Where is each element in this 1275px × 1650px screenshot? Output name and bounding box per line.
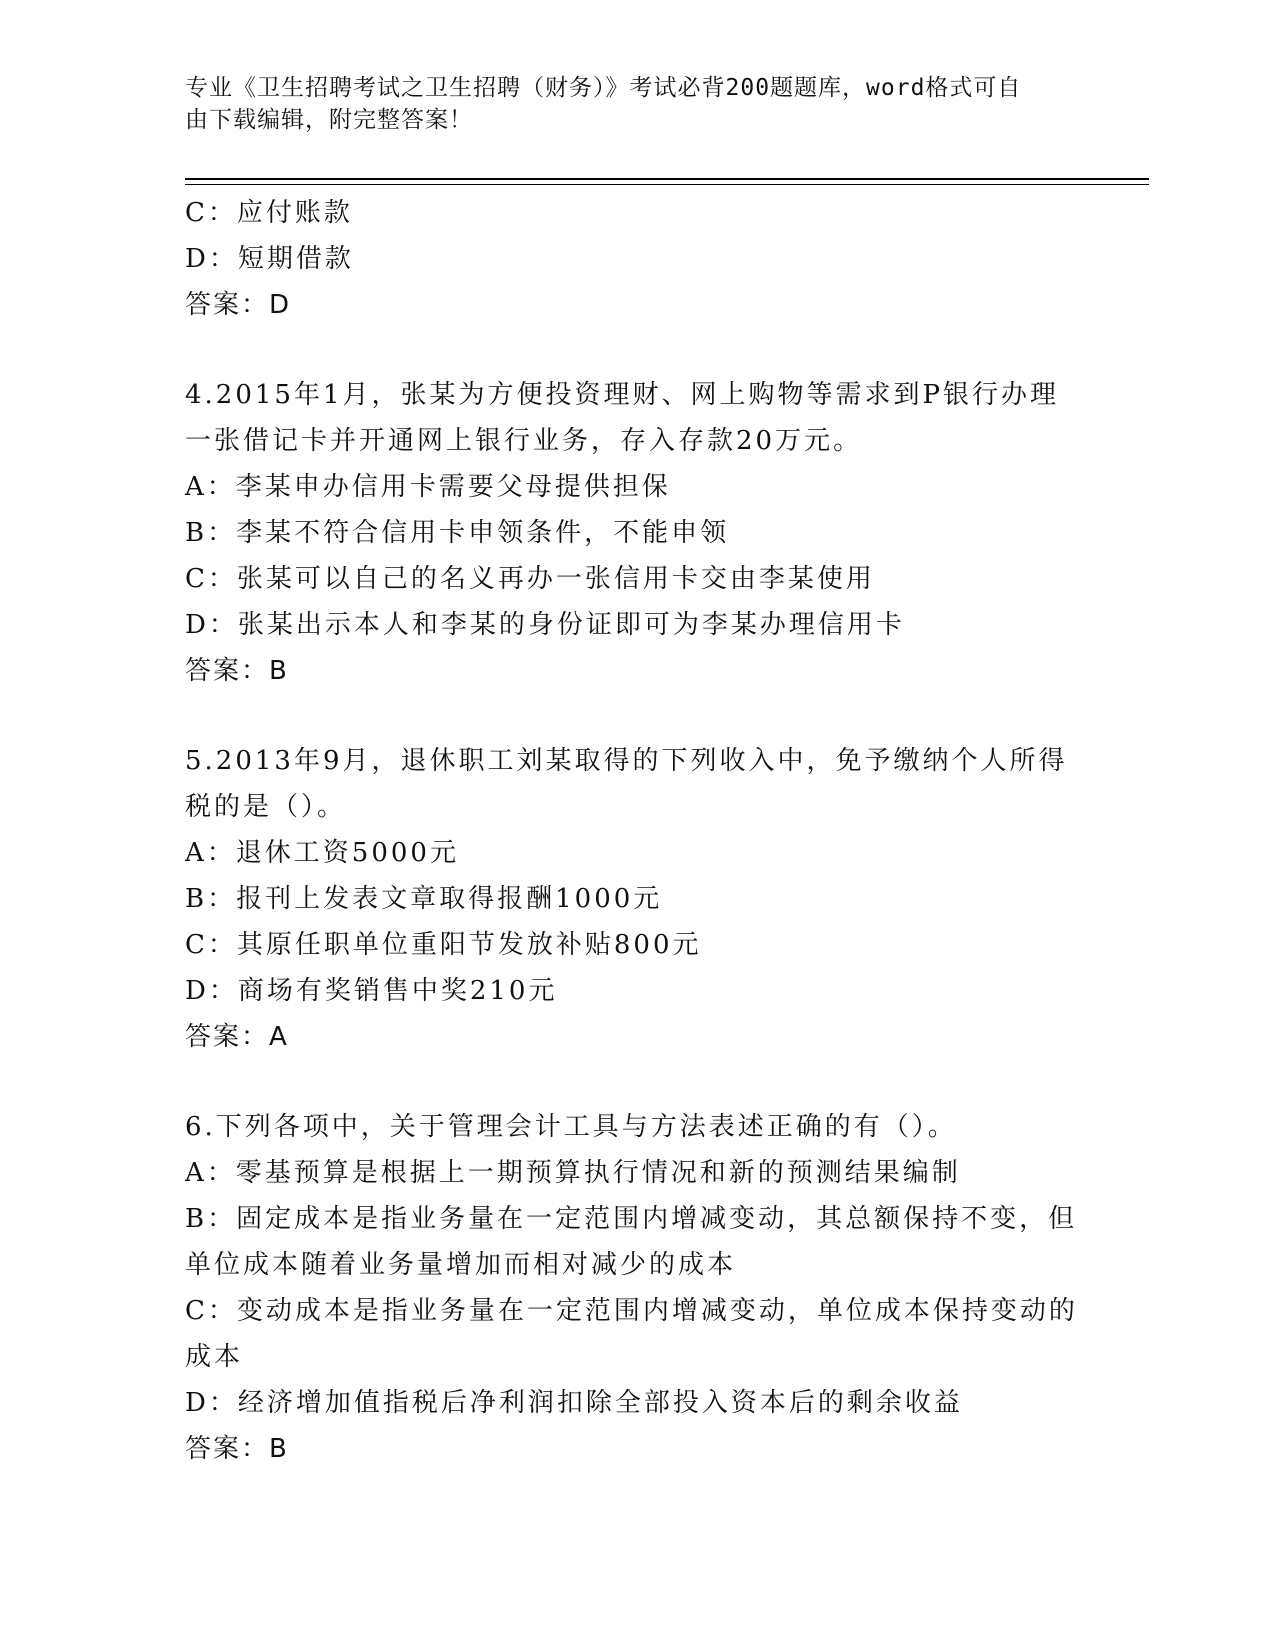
question-stem: 6.下列各项中，关于管理会计工具与方法表述正确的有（）。 xyxy=(185,1112,957,1142)
question-stem: 5.2013年9月，退休职工刘某取得的下列收入中，免予缴纳个人所得 xyxy=(185,746,1068,776)
option-c: C：应付账款 xyxy=(185,198,353,228)
spacer xyxy=(185,1060,1085,1104)
answer: 答案：D xyxy=(185,290,292,320)
option-c: C：变动成本是指业务量在一定范围内增减变动，单位成本保持变动的 xyxy=(185,1296,1078,1326)
document-header xyxy=(185,72,1065,136)
answer: 答案：A xyxy=(185,1022,289,1052)
header-rule-thin xyxy=(185,184,1149,185)
spacer xyxy=(185,328,1085,372)
answer: 答案：B xyxy=(185,1434,289,1464)
spacer xyxy=(185,694,1085,738)
question-3 xyxy=(185,190,1085,328)
question-stem-cont: 一张借记卡并开通网上银行业务，存入存款20万元。 xyxy=(185,426,863,456)
option-a: A：李某申办信用卡需要父母提供担保 xyxy=(185,472,671,502)
option-a: A：零基预算是根据上一期预算执行情况和新的预测结果编制 xyxy=(185,1158,961,1188)
option-b: B：固定成本是指业务量在一定范围内增减变动，其总额保持不变，但 xyxy=(185,1204,1078,1234)
option-c: C：张某可以自己的名义再办一张信用卡交由李某使用 xyxy=(185,564,875,594)
option-d: D：商场有奖销售中奖210元 xyxy=(185,976,558,1006)
option-c-cont: 成本 xyxy=(185,1342,244,1372)
question-stem-cont: 税的是（）。 xyxy=(185,792,347,822)
header-line-2: 由下载编辑，附完整答案！ xyxy=(185,107,473,133)
header-rule-thick xyxy=(185,178,1149,180)
answer: 答案：B xyxy=(185,656,289,686)
question-6 xyxy=(185,1104,1085,1472)
option-b-cont: 单位成本随着业务量增加而相对减少的成本 xyxy=(185,1250,737,1280)
question-stem: 4.2015年1月，张某为方便投资理财、网上购物等需求到P银行办理 xyxy=(185,380,1060,410)
question-list xyxy=(185,190,1085,1472)
option-d: D：张某出示本人和李某的身份证即可为李某办理信用卡 xyxy=(185,610,905,640)
header-line-1: 专业《卫生招聘考试之卫生招聘（财务）》考试必背200题题库，word格式可自 xyxy=(185,75,1022,101)
option-a: A：退休工资5000元 xyxy=(185,838,459,868)
option-b: B：报刊上发表文章取得报酬1000元 xyxy=(185,884,663,914)
question-4 xyxy=(185,372,1085,694)
option-c: C：其原任职单位重阳节发放补贴800元 xyxy=(185,930,702,960)
question-5 xyxy=(185,738,1085,1060)
option-d: D：经济增加值指税后净利润扣除全部投入资本后的剩余收益 xyxy=(185,1388,963,1418)
option-b: B：李某不符合信用卡申领条件，不能申领 xyxy=(185,518,730,548)
option-d: D：短期借款 xyxy=(185,244,354,274)
